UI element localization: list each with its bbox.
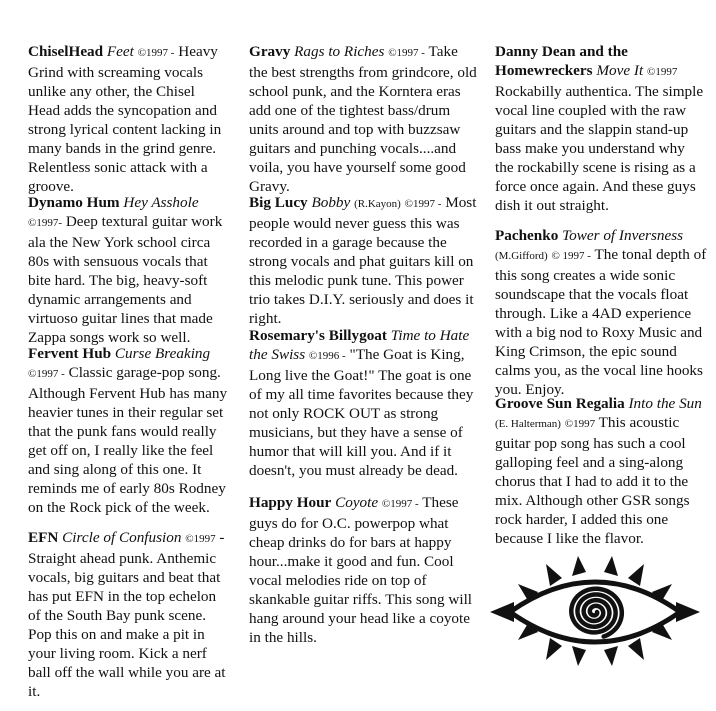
entry-description: Rockabilly authentica. The simple vocal line coupled with the raw guitars and the slappin stand-up bass make you understand why the rockabilly scene is rising as a force once again. And these guys dish it out straight. xyxy=(495,83,704,214)
song-title: Coyote xyxy=(335,494,379,511)
songwriter-credit: (R.Kayon) xyxy=(354,198,401,210)
entry-description: The tonal depth of this song creates a wide sonic soundscape that the vocals float through. Like a 4AD experience with a big nod to Roxy Music and King Crimson, the epic sound calms you, as the vocal line hooks you. Enjoy. xyxy=(495,246,707,398)
artist-name: ChiselHead xyxy=(28,43,104,60)
artist-name: Fervent Hub xyxy=(28,345,112,362)
artist-name: Pachenko xyxy=(495,227,559,244)
artist-name: Danny Dean and the Homewreckers xyxy=(495,43,628,79)
entry-efn xyxy=(28,528,228,701)
copyright-credit: ©1997 xyxy=(185,533,216,545)
song-title: Tower of Inversness xyxy=(562,227,684,244)
entry-description: This acoustic guitar pop song has such a cool galloping feel and a sing-along chorus that I had to add it to the mix. Although other GSR songs rock harder, I added this one because I like the flavor. xyxy=(495,414,690,547)
copyright-credit: ©1997 - xyxy=(137,47,175,59)
entry-description: Heavy Grind with screaming vocals unlike any other, the Chisel Head adds the syncopation and strong lyrical content lacking in many bands in the grind genre. Relentless sonic attack with a groove. xyxy=(28,43,222,195)
artist-name: Groove Sun Regalia xyxy=(495,395,625,412)
entry-description: Deep textural guitar work ala the New York school circa 80s with sensuous vocals that bite hard. The big, heavy-soft dynamic arrangements and virtuoso guitar lines that made Zappa songs work so well. xyxy=(28,213,223,346)
artist-name: Happy Hour xyxy=(249,494,332,511)
song-title: Time to Hate the Swiss xyxy=(249,327,470,363)
artist-name: Big Lucy xyxy=(249,194,308,211)
entry-description: These guys do for O.C. powerpop what cheap drinks do for bars at happy hour...make it good and fun. Cool vocal melodies ride on top of skankable guitar riffs. This song will hang around your head like a coyote in the hills. xyxy=(249,494,473,646)
song-title: Bobby xyxy=(311,194,351,211)
entry-fervent-hub xyxy=(28,344,228,517)
songwriter-credit: (M.Gifford) xyxy=(495,250,548,262)
copyright-credit: ©1997 - xyxy=(381,498,419,510)
songwriter-credit: (E. Halterman) xyxy=(495,418,561,430)
song-title: Hey Asshole xyxy=(123,194,199,211)
song-title: Rags to Riches xyxy=(294,43,385,60)
spiral-eye-icon xyxy=(488,556,702,666)
entry-pachenko xyxy=(495,226,707,399)
copyright-credit: ©1997 xyxy=(646,66,678,78)
artist-name: Dynamo Hum xyxy=(28,194,120,211)
song-title: Circle of Confusion xyxy=(62,529,182,546)
copyright-credit: ©1997 xyxy=(564,418,596,430)
entry-description: Classic garage-pop song. Although Fervent Hub has many heavier tunes in their regular set that the punk fans would really get off on, I really like the feel and sing along of this one. It reminds me of early 80s Rodney on the Rock pick of the week. xyxy=(28,364,228,516)
entry-chiselhead xyxy=(28,42,228,196)
copyright-credit: ©1996 - xyxy=(308,350,346,362)
song-title: Move It xyxy=(596,62,644,79)
entry-danny-dean xyxy=(495,42,707,215)
copyright-credit: ©1997 - xyxy=(404,198,442,210)
entry-happy-hour xyxy=(249,493,477,647)
artist-name: Gravy xyxy=(249,43,291,60)
song-title: Curse Breaking xyxy=(114,345,211,362)
entry-description: "The Goat is King, Long live the Goat!" The goat is one of my all time favorites because they not only ROCK OUT as strong musicians, but they have a sense of humor that will kill you. And if it doesn't, you must already be dead. xyxy=(249,346,474,479)
entry-groove-sun-regalia xyxy=(495,394,707,548)
artist-name: EFN xyxy=(28,529,59,546)
copyright-credit: © 1997 - xyxy=(551,250,591,262)
song-title: Into the Sun xyxy=(628,395,702,412)
entry-description: Take the best strengths from grindcore, old school punk, and the Korntera eras add one of the tightest bass/drum units around and top with buzzsaw guitars and punching vocals....and voila, you have yourself some good Gravy. xyxy=(249,43,477,195)
copyright-credit: ©1997- xyxy=(28,217,63,229)
entry-rosemarys-billygoat xyxy=(249,326,477,480)
entry-dynamo-hum xyxy=(28,193,228,347)
copyright-credit: ©1997 - xyxy=(388,47,425,59)
copyright-credit: ©1997 - xyxy=(28,368,65,380)
entry-gravy xyxy=(249,42,477,196)
entry-description: Most people would never guess this was recorded in a garage because the strong vocals and phat guitars kill on this melodic punk tune. This power trio takes D.I.Y. seriously and does it right. xyxy=(249,194,477,327)
entry-description: - Straight ahead punk. Anthemic vocals, big guitars and beat that has put EFN in the top echelon of the South Bay punk scene. Pop this on and make a pit in your living room. Kick a nerf ball off the wall while you are at it. xyxy=(28,529,226,700)
entry-big-lucy xyxy=(249,193,477,328)
artist-name: Rosemary's Billygoat xyxy=(249,327,387,344)
song-title: Feet xyxy=(106,43,134,60)
